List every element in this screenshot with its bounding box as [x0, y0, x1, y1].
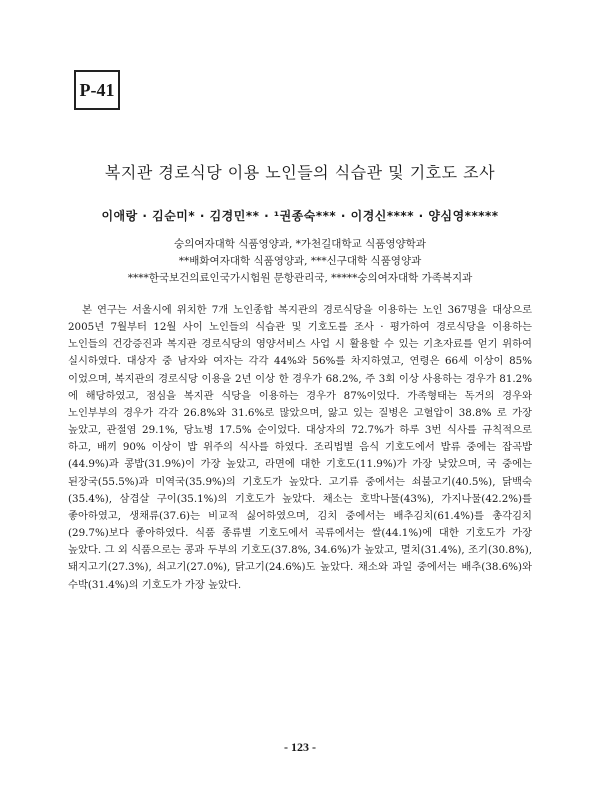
affiliation-line: 숭의여자대학 식품영양과, *가천길대학교 식품영양학과	[174, 238, 426, 250]
affiliations	[0, 236, 600, 287]
abstract-body: 본 연구는 서울시에 위치한 7개 노인종합 복지관의 경로식당을 이용하는 노인 367명을 대상으로 2005년 7월부터 12월 사이 노인들의 식습관 및 기호도를 조사 · 평가하여 경로식당을 이용하는 노인들의 건강증진과 복지관 경로식당의 영양서비스 사업 시 활용할 수 있는 기초자료를 얻기 위하여 실시하였다. 대상자 중 남자와 여자는 각각 44%와 56%를 차지하였고, 연령은 66세 이상이 85%이었으며, 복지관의 경로식당 이용을 2년 이상 한 경우가 68.2%, 주 3회 이상 사용하는 경우가 81.2%에 해당하였고, 점심을 복지관 식당을 이용하는 경우가 87%이었다. 가족형태는 독거의 경우와 노인부부의 경우가 각각 26.8%와 31.6%로 많았으며, 앓고 있는 질병은 고혈압이 38.8% 로 가장 높았고, 관절염 29.1%, 당뇨병 17.5% 순이었다. 대상자의 72.7%가 하루 3번 식사를 규칙적으로 하고, 배끼 90% 이상이 밥 위주의 식사를 하였다. 조리법별 음식 기호도에서 밥류 중에는 잡곡밥(44.9%)과 콩밥(31.9%)이 가장 높았고, 라면에 대한 기호도(11.9%)가 가장 낮았으며, 국 중에는 된장국(55.5%)과 미역국(35.9%)의 기호도가 높았다. 고기류 중에서는 쇠불고기(40.5%), 닭백숙(35.4%), 삼겹살 구이(35.1%)의 기호도가 높았다. 채소는 호박나물(43%), 가지나물(42.2%)를 좋아하였고, 생채류(37.6)는 비교적 싫어하였으며, 김치 중에서는 배추김치(61.4%)를 총각김치(29.7%)보다 좋아하였다. 식품 종류별 기호도에서 곡류에서는 쌀(44.1%)에 대한 기호도가 가장 높았다. 그 외 식품으로는 콩과 두부의 기호도(37.8%, 34.6%)가 높았고, 멸치(31.4%), 조기(30.8%), 돼지고기(27.3%), 쇠고기(27.0%), 닭고기(24.6%)도 높았다. 채소와 과일 중에서는 배추(38.6%)와 수박(31.4%)의 기호도가 가장 높았다.	[68, 304, 532, 591]
affiliation-line: **배화여자대학 식품영양과, ***신구대학 식품영양과	[178, 255, 422, 267]
author-list: 이애랑 · 김순미* · 김경민** · ¹권종숙*** · 이경신**** · 양심영*****	[101, 209, 499, 223]
paper-title: 복지관 경로식당 이용 노인들의 식습관 및 기호도 조사	[104, 163, 496, 182]
page-number: - 123 -	[284, 740, 316, 754]
poster-code: P-41	[79, 79, 115, 100]
affiliation-line: ****한국보건의료인국가시험원 문항관리국, *****숭의여자대학 가족복지과	[127, 272, 473, 284]
poster-code-box	[74, 70, 120, 110]
